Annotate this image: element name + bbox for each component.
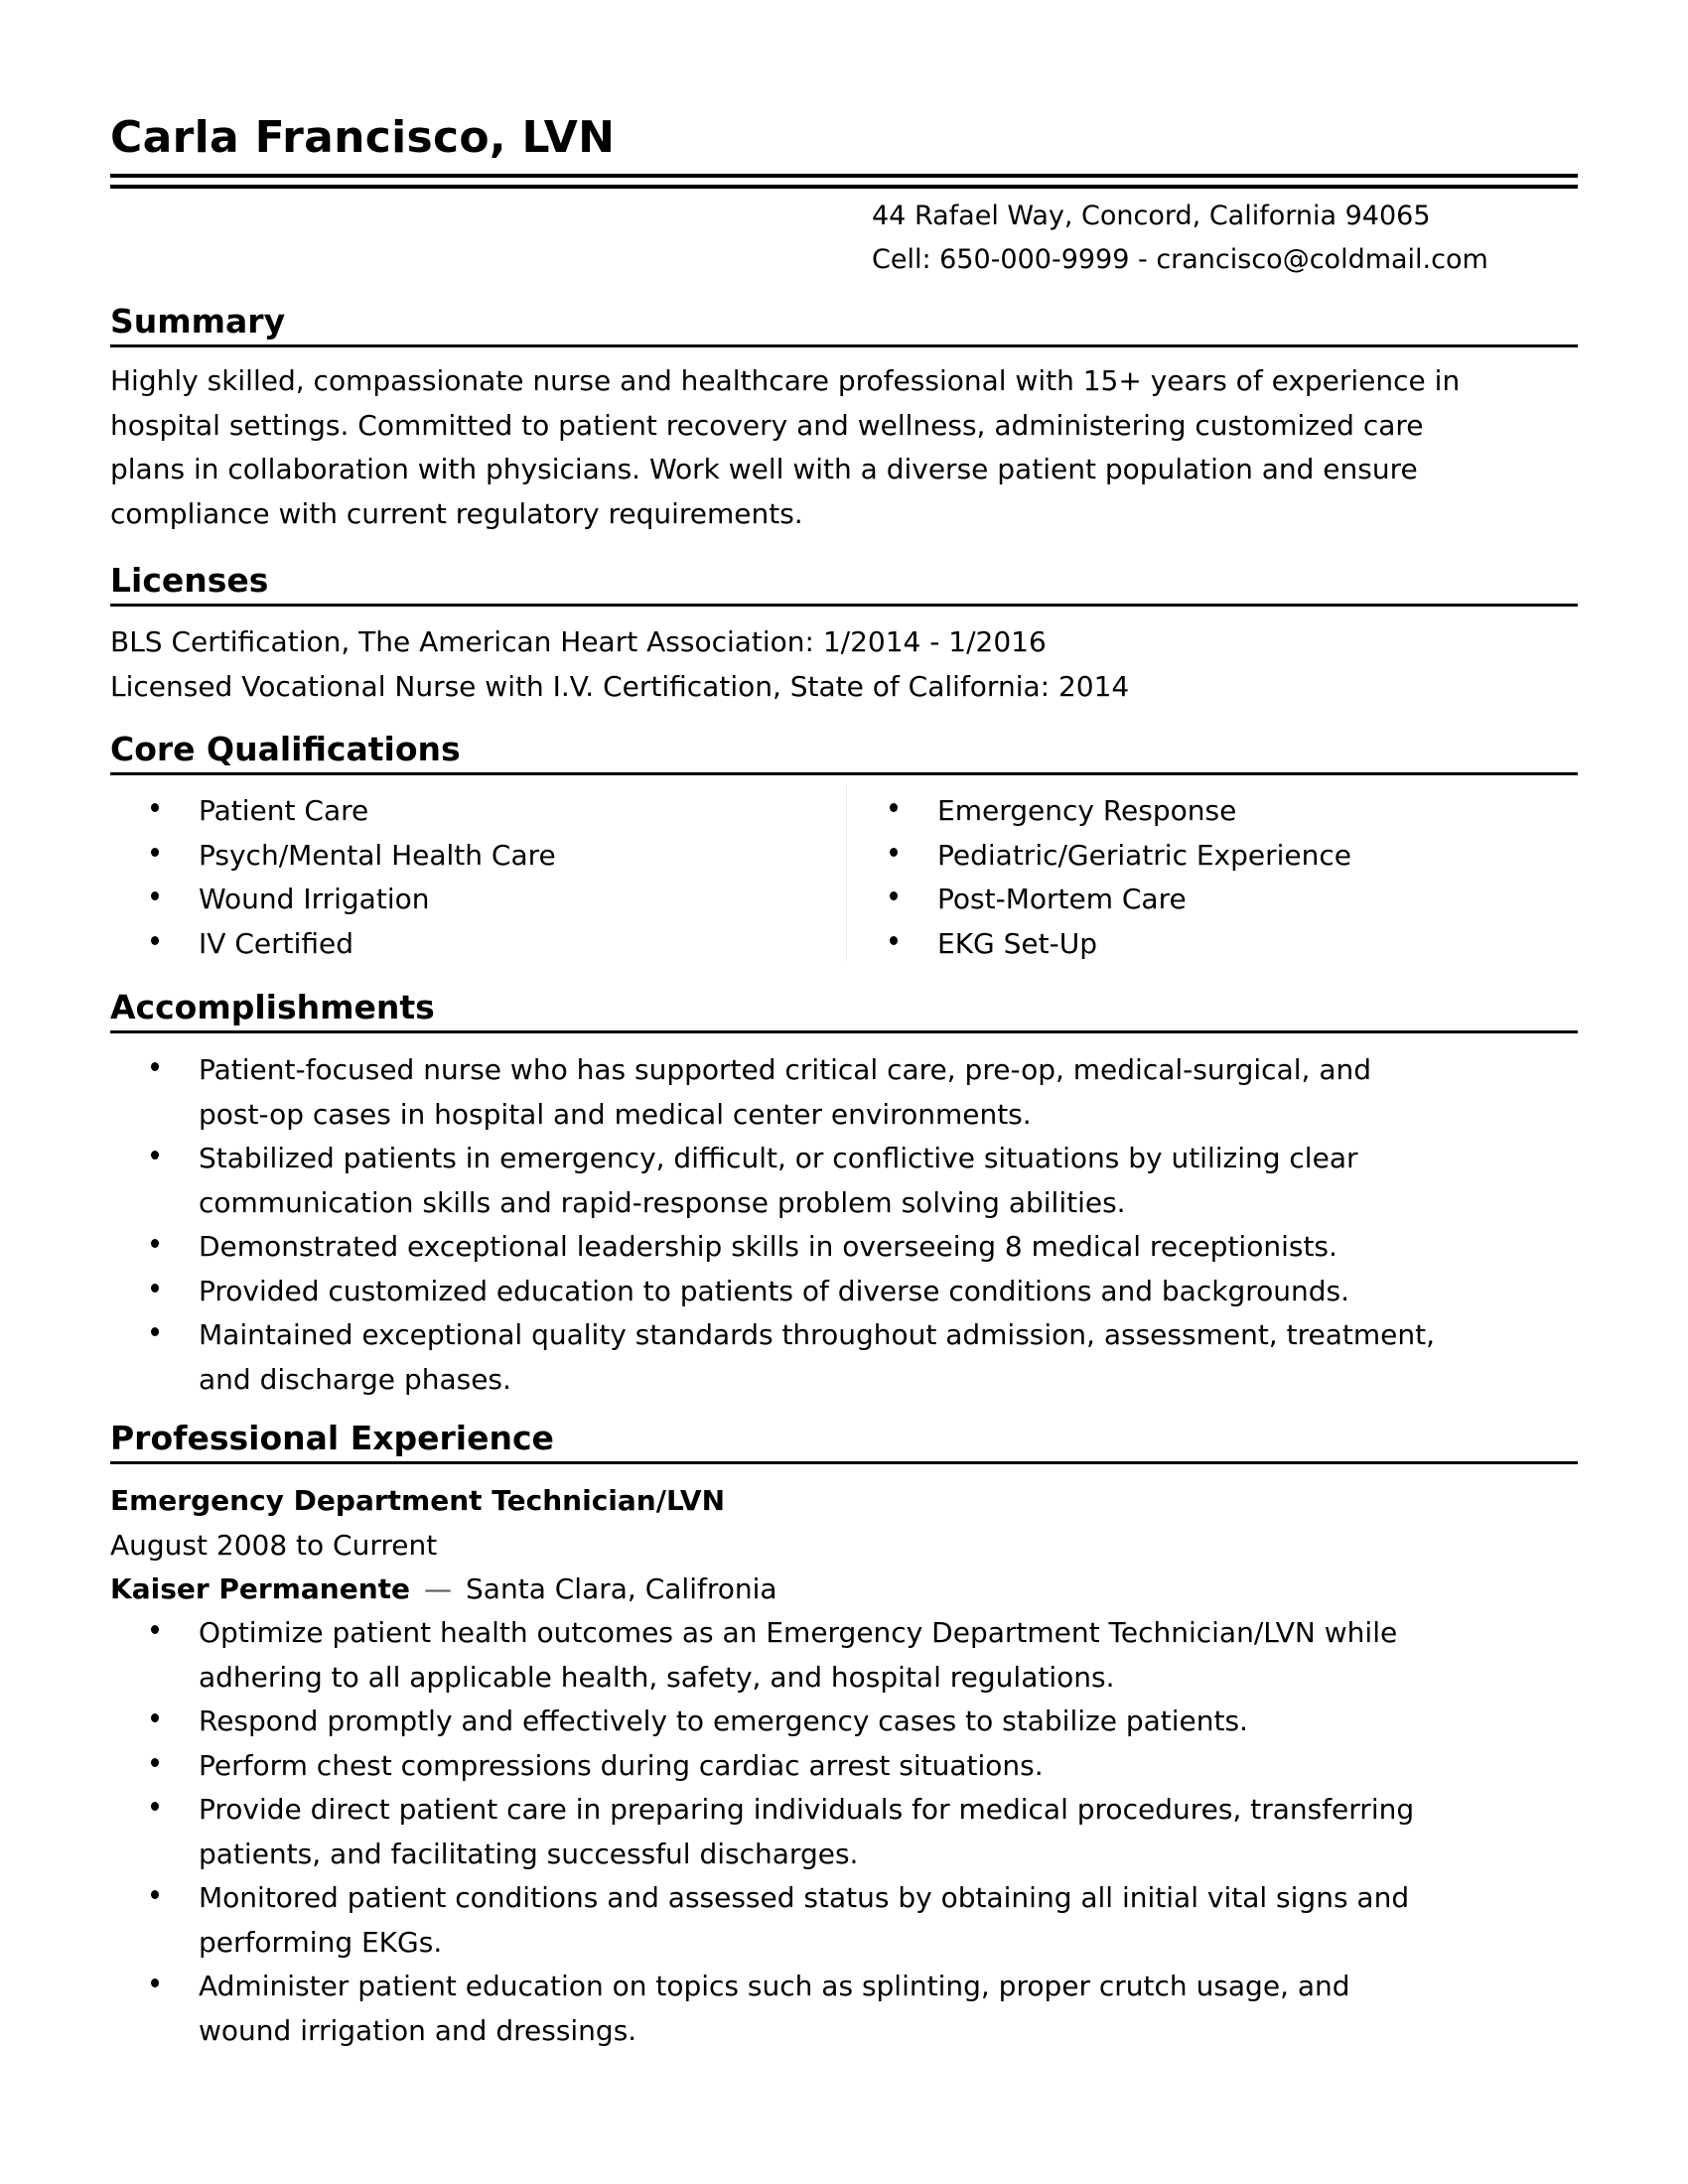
job-duty-item: Optimize patient health outcomes as an Emergency Department Technician/LVN while adhering to all applicable health, safety, and hospital regulations. xyxy=(110,1611,1414,1700)
license-item: Licensed Vocational Nurse with I.V. Certification, State of California: 2014 xyxy=(110,669,1130,703)
section-heading-professional-experience: Professional Experience xyxy=(110,1418,1578,1464)
accomplishment-item: Stabilized patients in emergency, difficult, or conflictive situations by utilizing clear communication skills and rapid-response problem solving abilities. xyxy=(110,1137,1435,1225)
bullet-icon xyxy=(890,848,898,857)
bullet-icon xyxy=(151,1239,159,1248)
bullet-icon xyxy=(151,1890,159,1899)
bullet-icon xyxy=(151,1284,159,1293)
job-location: Santa Clara, Califronia xyxy=(466,1572,777,1605)
bullet-icon xyxy=(151,848,159,857)
job-dates: August 2008 to Current xyxy=(110,1528,438,1562)
qualification-item: Wound Irrigation xyxy=(110,878,556,922)
accomplishment-item: Demonstrated exceptional leadership skills in overseeing 8 medical receptionists. xyxy=(110,1225,1435,1270)
bullet-icon xyxy=(151,1802,159,1811)
summary-line: Highly skilled, compassionate nurse and healthcare professional with 15+ years of experience in xyxy=(110,364,1461,397)
bullet-icon xyxy=(151,1327,159,1336)
bullet-icon xyxy=(151,1625,159,1634)
qualifications-right-list xyxy=(849,789,1351,966)
bullet-icon xyxy=(151,803,159,812)
job-duty-item: Provide direct patient care in preparing individuals for medical procedures, transferring patients, and facilitating successful discharges. xyxy=(110,1788,1414,1876)
qualification-item: IV Certified xyxy=(110,922,556,967)
bullet-icon xyxy=(151,1713,159,1722)
bullet-icon xyxy=(151,1758,159,1767)
qualification-item: EKG Set-Up xyxy=(849,922,1351,967)
accomplishment-item: Maintained exceptional quality standards throughout admission, assessment, treatment, and discharge phases. xyxy=(110,1313,1435,1402)
bullet-icon xyxy=(151,1151,159,1160)
job-duties-list xyxy=(110,1611,1414,2053)
job-entry xyxy=(110,1479,777,1612)
accomplishment-item: Patient-focused nurse who has supported critical care, pre-op, medical-surgical, and post-op cases in hospital and medical center environments. xyxy=(110,1048,1435,1137)
qualifications-column-divider xyxy=(846,784,847,961)
section-heading-core-qualifications: Core Qualifications xyxy=(110,729,1578,775)
licenses-list xyxy=(110,620,1129,709)
job-duty-item: Administer patient education on topics such as splinting, proper crutch usage, and wound irrigation and dressings. xyxy=(110,1965,1414,2053)
summary-line: compliance with current regulatory requirements. xyxy=(110,496,803,530)
qualification-item: Psych/Mental Health Care xyxy=(110,834,556,879)
separator: — xyxy=(424,1572,453,1605)
header-rule-bottom xyxy=(110,185,1578,189)
summary-line: hospital settings. Committed to patient recovery and wellness, administering customized care xyxy=(110,408,1424,442)
accomplishments-list xyxy=(110,1048,1435,1402)
bullet-icon xyxy=(890,936,898,945)
company-name: Kaiser Permanente xyxy=(110,1572,411,1605)
section-heading-accomplishments: Accomplishments xyxy=(110,987,1578,1033)
section-heading-summary: Summary xyxy=(110,301,1578,347)
candidate-name: Carla Francisco, LVN xyxy=(110,112,616,163)
bullet-icon xyxy=(151,891,159,900)
bullet-icon xyxy=(890,803,898,812)
contact-address: 44 Rafael Way, Concord, California 94065 xyxy=(872,201,1431,231)
bullet-icon xyxy=(151,1979,159,1987)
header-rule-top xyxy=(110,174,1578,178)
summary-text xyxy=(110,359,1460,536)
job-duty-item: Monitored patient conditions and assessed status by obtaining all initial vital signs and performing EKGs. xyxy=(110,1876,1414,1965)
license-item: BLS Certification, The American Heart Association: 1/2014 - 1/2016 xyxy=(110,625,1047,658)
accomplishment-item: Provided customized education to patients of diverse conditions and backgrounds. xyxy=(110,1270,1435,1314)
bullet-icon xyxy=(151,936,159,945)
job-duty-item: Respond promptly and effectively to emergency cases to stabilize patients. xyxy=(110,1700,1414,1744)
bullet-icon xyxy=(151,1062,159,1071)
qualifications-left-list xyxy=(110,789,556,966)
job-duty-item: Perform chest compressions during cardiac arrest situations. xyxy=(110,1744,1414,1789)
qualification-item: Pediatric/Geriatric Experience xyxy=(849,834,1351,879)
summary-line: plans in collaboration with physicians. Work well with a diverse patient population and ensure xyxy=(110,453,1418,485)
job-employer xyxy=(110,1568,777,1612)
qualification-item: Post-Mortem Care xyxy=(849,878,1351,922)
bullet-icon xyxy=(890,891,898,900)
contact-phone-email: Cell: 650-000-9999 - crancisco@coldmail.com xyxy=(872,244,1488,275)
qualification-item: Emergency Response xyxy=(849,789,1351,834)
job-title: Emergency Department Technician/LVN xyxy=(110,1484,726,1517)
section-heading-licenses: Licenses xyxy=(110,560,1578,607)
qualification-item: Patient Care xyxy=(110,789,556,834)
